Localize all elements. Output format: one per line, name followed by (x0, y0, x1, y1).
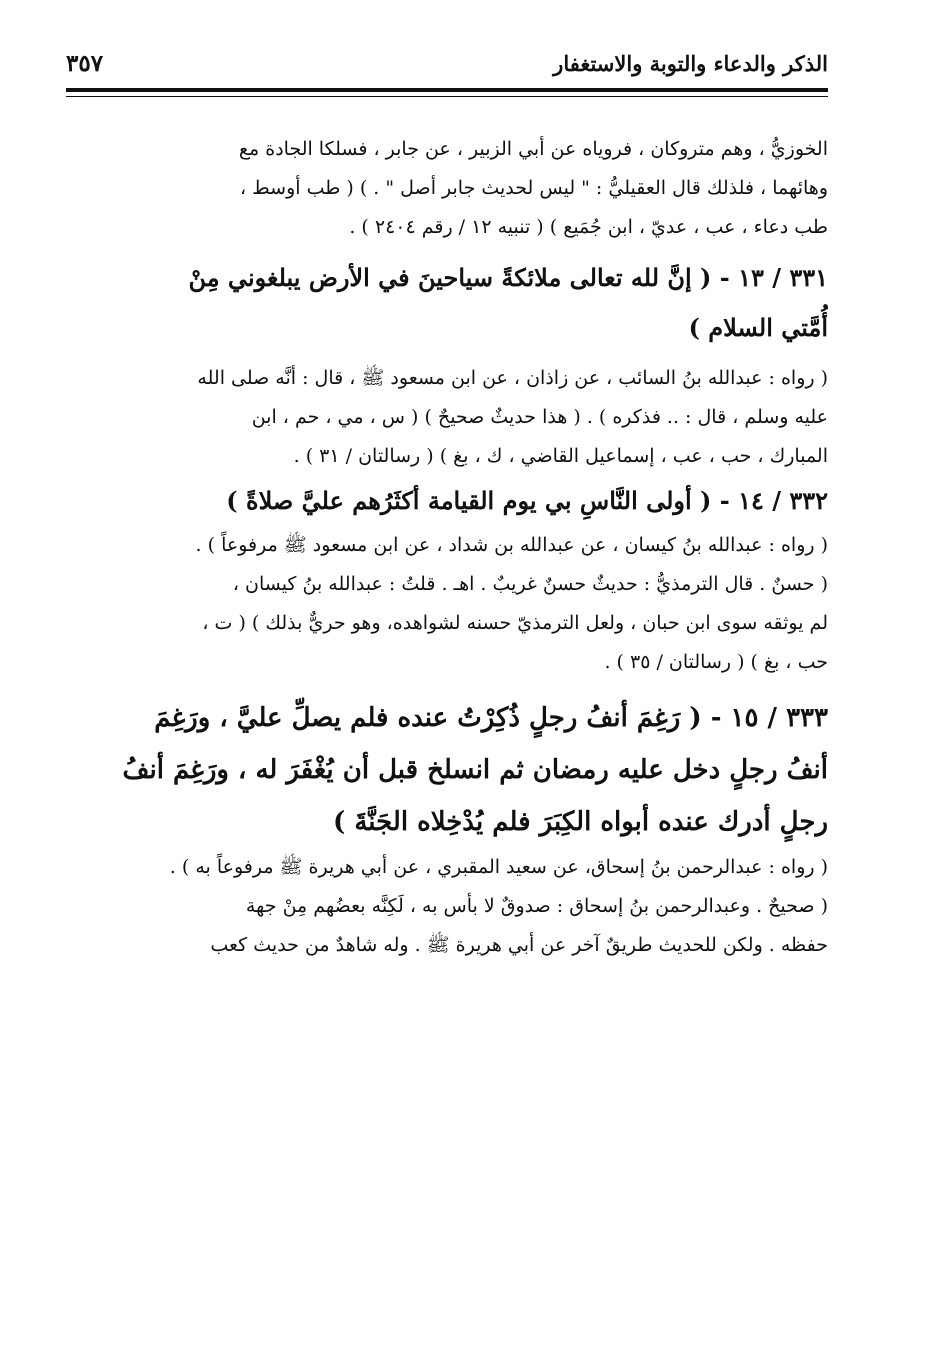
hadith-line: أُمَّتي السلام ) (688, 313, 828, 342)
text-line: وهائهما ، فلذلك قال العقيليُّ : " ليس لحديث جابر أصل " . ) ( طب أوسط ، (239, 177, 828, 199)
header-rule-thick (66, 88, 828, 92)
text-line: حب ، بغ ) ( رسالتان / ٣٥ ) . (604, 651, 828, 673)
text-line: الخوزيُّ ، وهم متروكان ، فروياه عن أبي الزبير ، عن جابر ، فسلكا الجادة مع (238, 138, 828, 160)
running-title: الذكر والدعاء والتوبة والاستغفار (553, 50, 828, 76)
text-line: حفظه . ولكن للحديث طريقٌ آخر عن أبي هريرة ﷺ . وله شاهدٌ من حديث كعب (210, 934, 828, 956)
text-line: ( رواه : عبدالرحمن بنُ إسحاق، عن سعيد المقبري ، عن أبي هريرة ﷺ مرفوعاً به ) . (169, 856, 828, 878)
text-line: عليه وسلم ، قال : .. فذكره ) . ( هذا حديثٌ صحيحٌ ) ( س ، مي ، حم ، ابن (251, 406, 828, 428)
text-line: ( صحيحٌ . وعبدالرحمن بنُ إسحاق : صدوقٌ لا بأس به ، لَكِنَّه بعضُهم مِنْ جهة (245, 895, 828, 917)
text-line: ( رواه : عبدالله بنُ السائب ، عن زاذان ، عن ابن مسعود ﷺ ، قال : أنَّه صلى الله (197, 367, 828, 389)
text-line: المبارك ، حب ، عب ، إسماعيل القاضي ، ك ، بغ ) ( رسالتان / ٣١ ) . (293, 445, 828, 467)
page-body (66, 130, 828, 965)
hadith-line: رجلٍ أدرك عنده أبواه الكِبَرَ فلم يُدْخِلاه الجَنَّةَ ) (332, 807, 828, 837)
spacer (66, 682, 828, 692)
text-line: ( حسنٌ . قال الترمذيُّ : حديثٌ حسنٌ غريبٌ . اهـ . قلتُ : عبدالله بنُ كيسان ، (232, 573, 828, 595)
text-line: ( رواه : عبدالله بنُ كيسان ، عن عبدالله بن شداد ، عن ابن مسعود ﷺ مرفوعاً ) . (195, 534, 828, 556)
header-rule-thin (66, 96, 828, 97)
page-header (66, 38, 828, 88)
text-line: لم يوثقه سوى ابن حبان ، ولعل الترمذيّ حسنه لشواهده، وهو حريٌّ بذلك ) ( ت ، (202, 612, 828, 634)
hadith-line: ٣٣٢ / ١٤ - ( أولى النَّاسِ بي يوم القيامة أكثَرُهم عليَّ صلاةً ) (226, 486, 828, 515)
hadith-line: أنفُ رجلٍ دخل عليه رمضان ثم انسلخ قبل أن يُغْفَرَ له ، ورَغِمَ أنفُ (122, 755, 828, 785)
page-number: ٣٥٧ (66, 49, 104, 77)
text-line: طب دعاء ، عب ، عديّ ، ابن جُمَيع ) ( تنبيه ١٢ / رقم ٢٤٠٤ ) . (349, 216, 828, 238)
hadith-line: ٣٣١ / ١٣ - ( إنَّ لله تعالى ملائكةً سياحينَ في الأرض يبلغوني مِنْ (188, 263, 828, 292)
hadith-line: ٣٣٣ / ١٥ - ( رَغِمَ أنفُ رجلٍ ذُكِرْتُ عنده فلم يصلِّ عليَّ ، ورَغِمَ (154, 703, 828, 733)
